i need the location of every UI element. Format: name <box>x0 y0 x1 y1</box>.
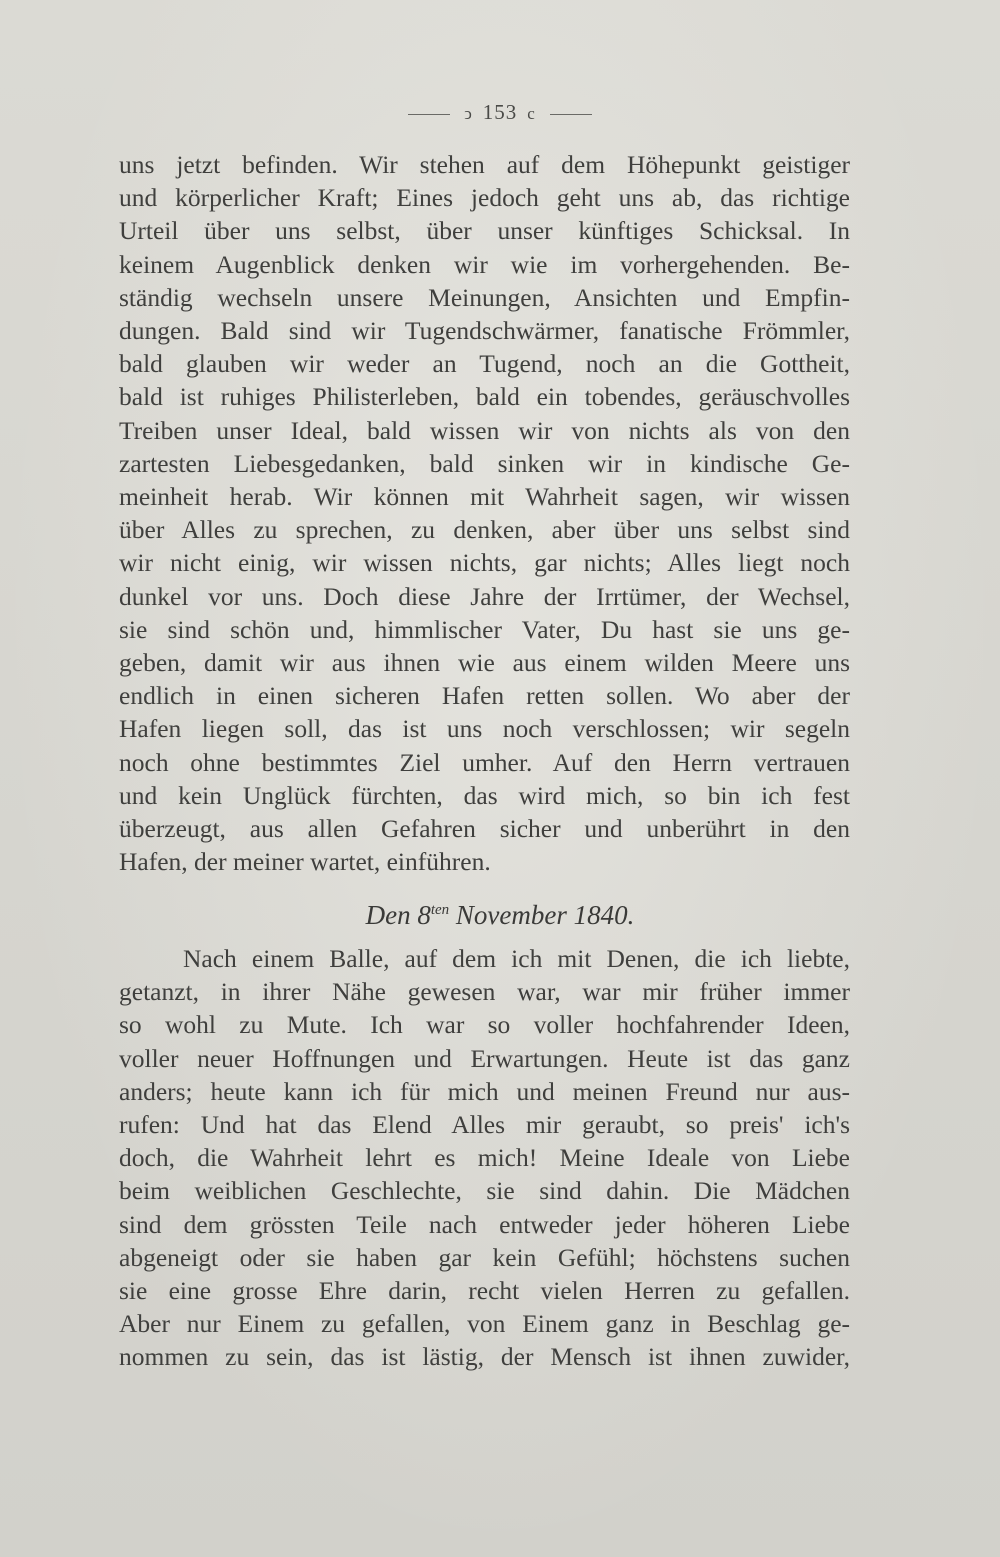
text-line: doch, die Wahrheit lehrt es mich! Meine Ideale von Liebe <box>119 1143 850 1173</box>
text-line: abgeneigt oder sie haben gar kein Gefühl; höchstens suchen <box>119 1242 850 1272</box>
text-line: noch ohne bestimmtes Ziel umher. Auf den Herrn vertrauen <box>119 747 850 777</box>
text-line: sie eine grosse Ehre darin, recht vielen Herren zu gefallen. <box>119 1276 850 1306</box>
text-line: wir nicht einig, wir wissen nichts, gar nichts; Alles liegt noch <box>119 548 850 578</box>
text-line: Treiben unser Ideal, bald wissen wir von nichts als von den <box>119 415 850 445</box>
header-ornament-right: c <box>527 104 536 123</box>
text-line: uns jetzt befinden. Wir stehen auf dem Höhepunkt geistiger <box>119 150 850 179</box>
text-line: meinheit herab. Wir können mit Wahrheit sagen, wir wissen <box>119 482 850 512</box>
text-line: überzeugt, aus allen Gefahren sicher und unberührt in den <box>119 814 850 844</box>
text-line: und kein Unglück fürchten, das wird mich, so bin ich fest <box>119 780 850 810</box>
text-line: bald glauben wir weder an Tugend, noch an die Gottheit, <box>119 349 850 379</box>
text-line: nommen zu sein, das ist lästig, der Mensch ist ihnen zuwider, <box>119 1342 850 1372</box>
header-rule-right <box>550 114 592 115</box>
text-line: Urteil über uns selbst, über unser künftiges Schicksal. In <box>119 216 850 246</box>
paragraph-2 <box>119 942 850 1374</box>
heading-suffix: November 1840. <box>449 900 635 930</box>
text-line: keinem Augenblick denken wir wie im vorhergehenden. Be- <box>119 249 850 279</box>
text-line: ständig wechseln unsere Meinungen, Ansichten und Empfin- <box>119 282 850 312</box>
text-line: anders; heute kann ich für mich und meinen Freund nur aus- <box>119 1076 850 1106</box>
text-line: bald ist ruhiges Philisterleben, bald ein tobendes, geräuschvolles <box>119 382 850 412</box>
text-line: rufen: Und hat das Elend Alles mir geraubt, so preis' ich's <box>119 1110 850 1140</box>
text-line: zartesten Liebesgedanken, bald sinken wir in kindische Ge- <box>119 448 850 478</box>
text-line: endlich in einen sicheren Hafen retten sollen. Wo aber der <box>119 681 850 711</box>
text-line: getanzt, in ihrer Nähe gewesen war, war mir früher immer <box>119 977 850 1007</box>
text-line: dungen. Bald sind wir Tugendschwärmer, fanatische Frömmler, <box>119 316 850 346</box>
header-ornament-left: ↄ <box>464 104 473 123</box>
text-line: Hafen liegen soll, das ist uns noch verschlossen; wir segeln <box>119 714 850 744</box>
text-line: beim weiblichen Geschlechte, sie sind dahin. Die Mädchen <box>119 1176 850 1206</box>
heading-prefix: Den 8 <box>365 900 431 930</box>
page-header <box>0 100 1000 125</box>
text-line: über Alles zu sprechen, zu denken, aber über uns selbst sind <box>119 515 850 545</box>
text-line: voller neuer Hoffnungen und Erwartungen. Heute ist das ganz <box>119 1043 850 1073</box>
heading-superscript: ten <box>430 902 450 918</box>
text-line: sind dem grössten Teile nach entweder jeder höheren Liebe <box>119 1209 850 1239</box>
entry-date-heading <box>0 900 1000 931</box>
text-line: so wohl zu Mute. Ich war so voller hochfahrender Ideen, <box>119 1010 850 1040</box>
text-line: dunkel vor uns. Doch diese Jahre der Irrtümer, der Wechsel, <box>119 581 850 611</box>
text-line: geben, damit wir aus ihnen wie aus einem wilden Meere uns <box>119 648 850 678</box>
header-rule-left <box>408 114 450 115</box>
text-line: und körperlicher Kraft; Eines jedoch geht uns ab, das richtige <box>119 183 850 213</box>
paragraph-1 <box>119 148 850 878</box>
text-line: Aber nur Einem zu gefallen, von Einem ganz in Beschlag ge- <box>119 1309 850 1339</box>
text-line: sie sind schön und, himmlischer Vater, Du hast sie uns ge- <box>119 614 850 644</box>
text-line: Nach einem Balle, auf dem ich mit Denen, die ich liebte, <box>183 944 850 973</box>
page-number: 153 <box>482 100 518 124</box>
text-line: Hafen, der meiner wartet, einführen. <box>119 847 491 877</box>
